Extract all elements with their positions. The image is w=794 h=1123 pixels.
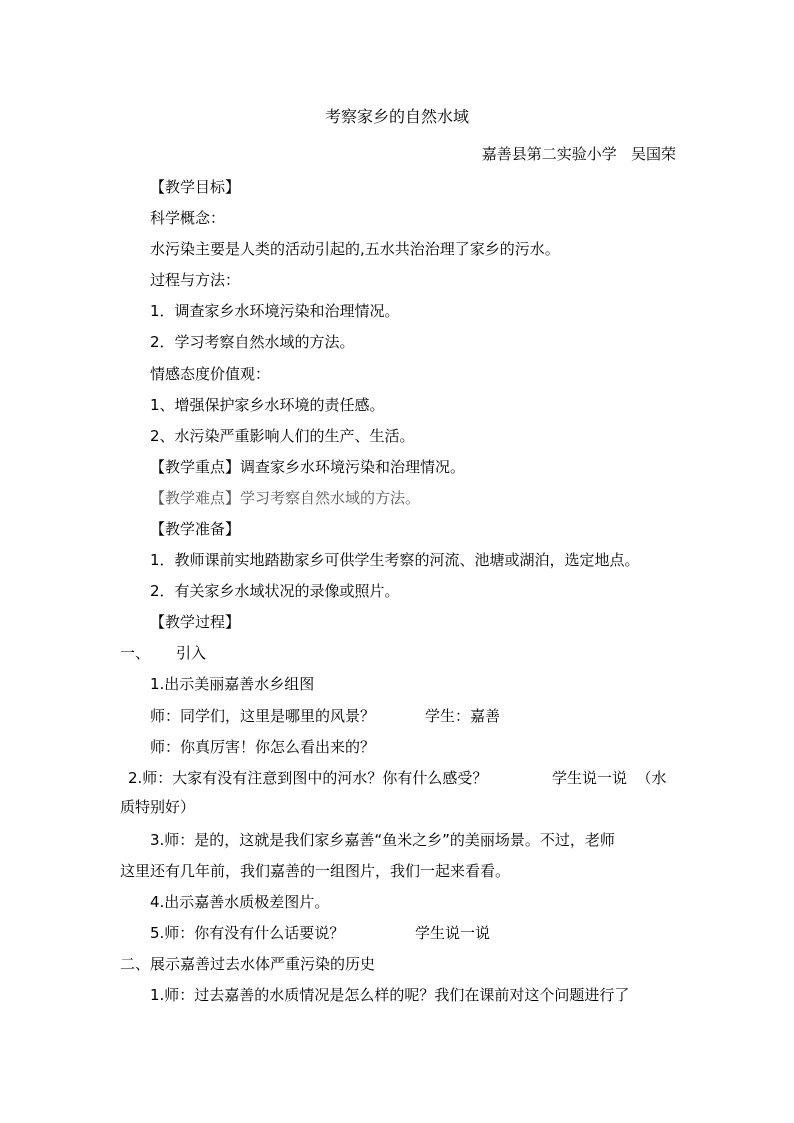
section-2-title: 二、展示嘉善过去水体严重污染的历史 (120, 955, 376, 973)
section-1-number: 一、 (120, 644, 151, 662)
difficulty-label: 【教学难点】 (150, 489, 241, 507)
process-heading: 【教学过程】 (150, 613, 241, 631)
difficulty-text: 学习考察自然水域的方法。 (240, 489, 421, 507)
attitude-item-1: 1、增强保护家乡水环境的责任感。 (150, 396, 385, 414)
s2-step-1: 1.师：过去嘉善的水质情况是怎么样的呢？我们在课前对这个问题进行了 (150, 986, 630, 1004)
s1-step-1: 1.出示美丽嘉善水乡组图 (150, 675, 315, 693)
s1-q1-student: 学生：嘉善 (425, 707, 501, 725)
attitude-heading: 情感态度价值观： (150, 365, 271, 383)
attitude-item-2: 2、水污染严重影响人们的生产、生活。 (150, 427, 415, 445)
s1-step-2-continued: 质特别好） (120, 798, 196, 816)
key-point-text: 调查家乡水环境污染和治理情况。 (240, 458, 466, 476)
s1-step-5-student: 学生说一说 (415, 924, 491, 942)
s1-q1-teacher: 师：同学们，这里是哪里的风景？ (150, 707, 376, 725)
process-method-item-2: 2．学习考察自然水域的方法。 (150, 333, 355, 351)
goals-heading: 【教学目标】 (150, 178, 241, 196)
s1-step-3-line-2: 这里还有几年前，我们嘉善的一组图片，我们一起来看看。 (120, 862, 511, 880)
process-method-item-1: 1．调查家乡水环境污染和治理情况。 (150, 302, 400, 320)
preparation-heading: 【教学准备】 (150, 520, 241, 538)
document-title: 考察家乡的自然水域 (324, 107, 469, 126)
s1-step-3-line-1: 3.师：是的，这就是我们家乡嘉善“鱼米之乡”的美丽场景。不过，老师 (150, 831, 615, 849)
preparation-item-1: 1．教师课前实地踏勘家乡可供学生考察的河流、池塘或湖泊，选定地点。 (150, 551, 640, 569)
section-1-title: 引入 (176, 644, 207, 662)
s1-step-2-question: 2.师：大家有没有注意到图中的河水？你有什么感受？ (128, 769, 488, 787)
concept-text: 水污染主要是人类的活动引起的,五水共治治理了家乡的污水。 (150, 240, 560, 258)
s1-q2: 师：你真厉害！你怎么看出来的？ (150, 738, 376, 756)
key-point-label: 【教学重点】 (150, 458, 241, 476)
s1-step-5-teacher: 5.师：你有没有什么话要说？ (150, 924, 345, 942)
process-method-heading: 过程与方法： (150, 271, 241, 289)
s1-step-2-student: 学生说一说 （水 (552, 769, 667, 787)
concept-heading: 科学概念： (150, 209, 226, 227)
difficulty-line (150, 488, 420, 508)
s1-step-4: 4.出示嘉善水质极差图片。 (150, 893, 330, 911)
preparation-item-2: 2．有关家乡水域状况的录像或照片。 (150, 582, 400, 600)
author-line: 嘉善县第二实验小学 吴国荣 (481, 145, 676, 163)
key-point-line (150, 457, 465, 477)
